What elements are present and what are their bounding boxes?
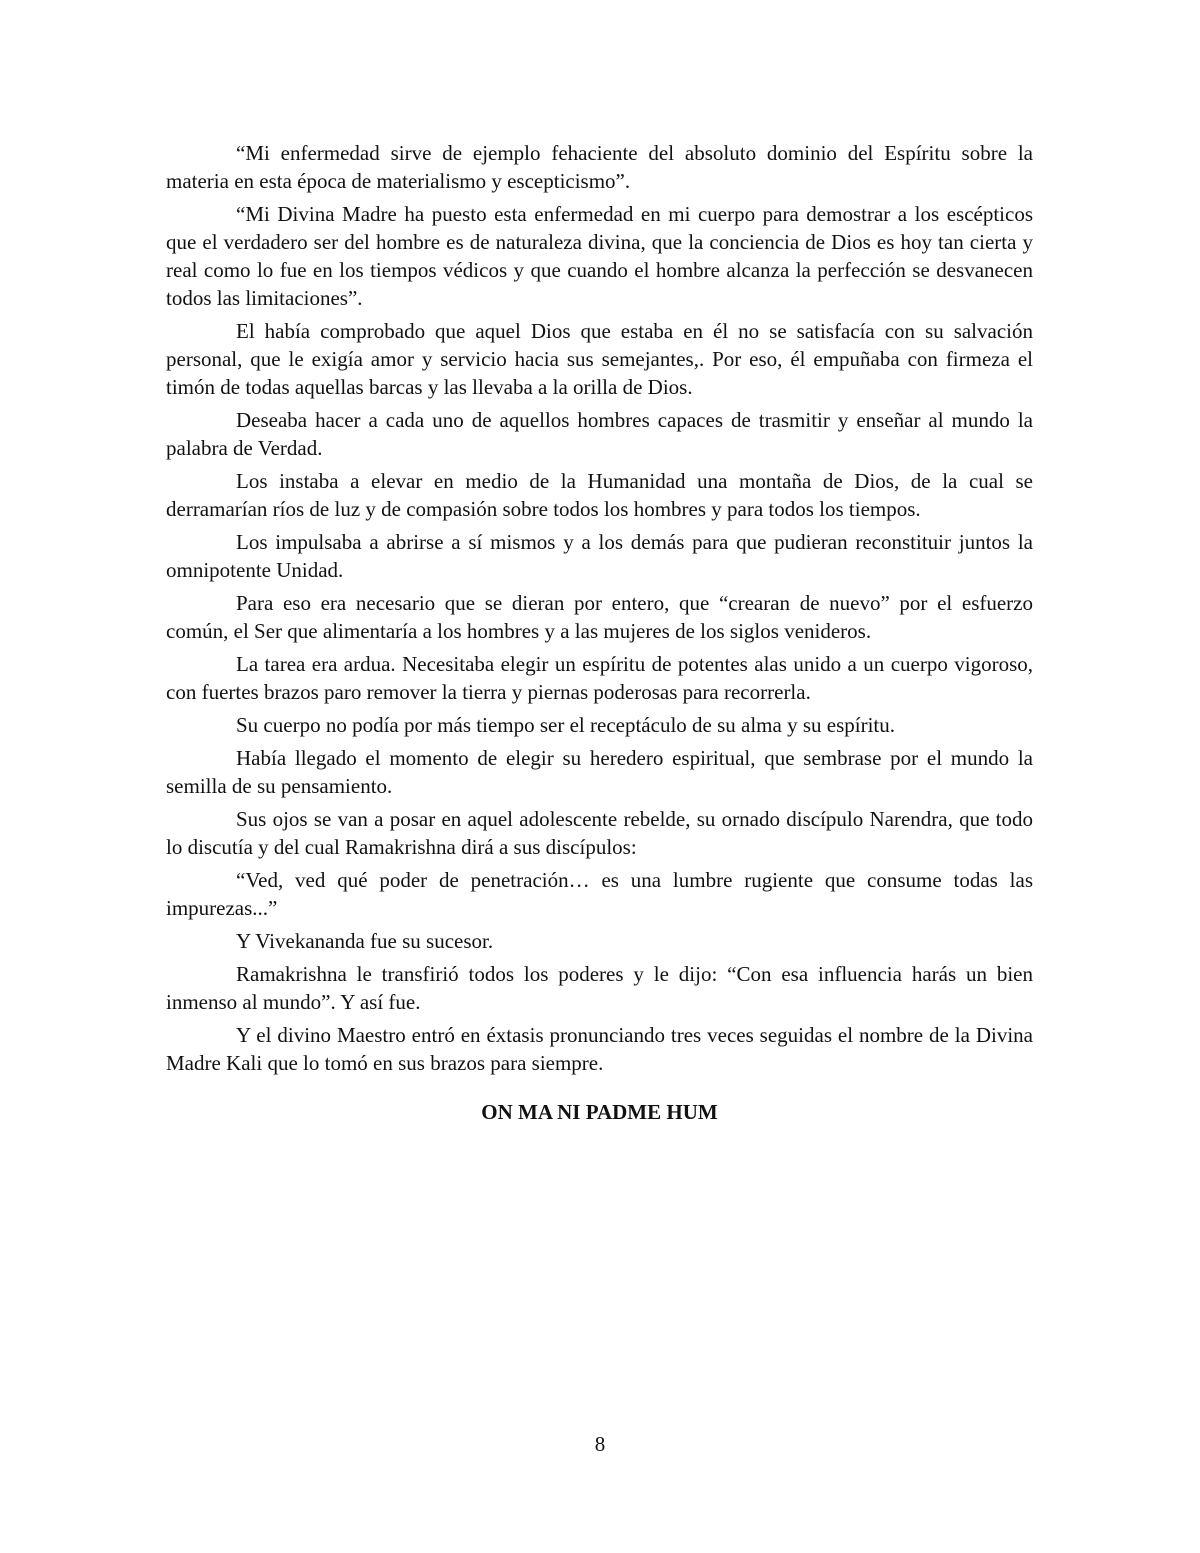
paragraph-8: La tarea era ardua. Necesitaba elegir un espíritu de potentes alas unido a un cuerpo vigoroso, con fuertes brazos paro remover la tierra y piernas poderosas para recorrerla. (166, 652, 1033, 704)
paragraph-11: Sus ojos se van a posar en aquel adolescente rebelde, su ornado discípulo Narendra, que todo lo discutía y del cual Ramakrishna dirá a sus discípulos: (166, 807, 1033, 859)
paragraph-5: Los instaba a elevar en medio de la Humanidad una montaña de Dios, de la cual se derramarían ríos de luz y de compasión sobre todos los hombres y para todos los tiempos. (166, 469, 1033, 521)
closing-mantra: ON MA NI PADME HUM (481, 1100, 718, 1124)
paragraph-10: Había llegado el momento de elegir su heredero espiritual, que sembrase por el mundo la semilla de su pensamiento. (166, 746, 1033, 798)
paragraph-13: Y Vivekananda fue su sucesor. (236, 929, 494, 953)
paragraph-4: Deseaba hacer a cada uno de aquellos hombres capaces de trasmitir y enseñar al mundo la palabra de Verdad. (166, 408, 1033, 460)
paragraph-3: El había comprobado que aquel Dios que estaba en él no se satisfacía con su salvación personal, que le exigía amor y servicio hacia sus semejantes,. Por eso, él empuñaba con firmeza el timón de todas aquellas barcas y las llevaba a la orilla de Dios. (166, 319, 1033, 399)
paragraph-7: Para eso era necesario que se dieran por entero, que “crearan de nuevo” por el esfuerzo común, el Ser que alimentaría a los hombres y a las mujeres de los siglos venideros. (166, 591, 1033, 643)
paragraph-15: Y el divino Maestro entró en éxtasis pronunciando tres veces seguidas el nombre de la Divina Madre Kali que lo tomó en sus brazos para siempre. (166, 1023, 1033, 1075)
paragraph-12: “Ved, ved qué poder de penetración… es una lumbre rugiente que consume todas las impurezas...” (166, 868, 1033, 920)
body-text (166, 139, 1033, 1082)
paragraph-1: “Mi enfermedad sirve de ejemplo fehaciente del absoluto dominio del Espíritu sobre la materia en esta época de materialismo y escepticismo”. (166, 141, 1033, 193)
paragraph-2: “Mi Divina Madre ha puesto esta enfermedad en mi cuerpo para demostrar a los escépticos que el verdadero ser del hombre es de naturaleza divina, que la conciencia de Dios es hoy tan cierta y real como lo fue en los tiempos védicos y que cuando el hombre alcanza la perfección se desvanecen todos las limitaciones”. (166, 202, 1033, 310)
paragraph-14: Ramakrishna le transfirió todos los poderes y le dijo: “Con esa influencia harás un bien inmenso al mundo”. Y así fue. (166, 962, 1033, 1014)
page-number: 8 (594, 1432, 606, 1456)
paragraph-9: Su cuerpo no podía por más tiempo ser el receptáculo de su alma y su espíritu. (236, 713, 895, 737)
paragraph-6: Los impulsaba a abrirse a sí mismos y a los demás para que pudieran reconstituir juntos la omnipotente Unidad. (166, 530, 1033, 582)
